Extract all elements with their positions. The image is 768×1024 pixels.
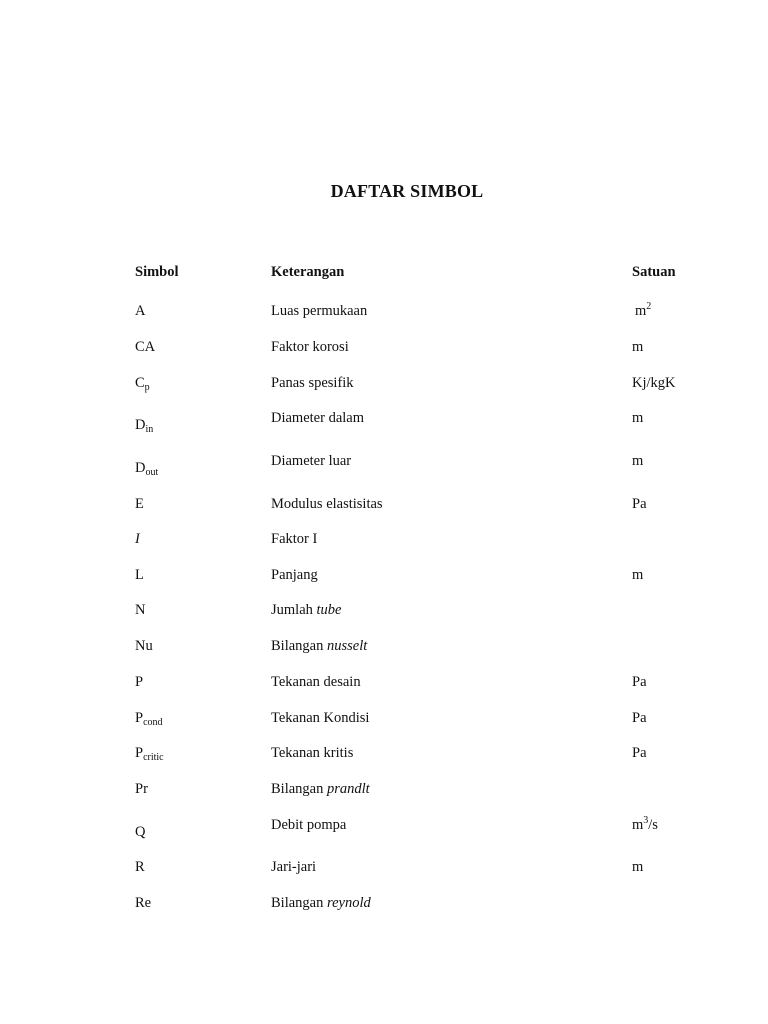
description-cell: Bilangan nusselt (271, 638, 368, 654)
description-cell: Tekanan Kondisi (271, 710, 370, 726)
symbol-cell: Pr (135, 781, 148, 797)
description-cell: Faktor korosi (271, 339, 349, 355)
unit-cell: $m^2$ (635, 301, 652, 319)
description-cell: Panjang (271, 567, 318, 583)
unit-cell: m (632, 339, 644, 355)
unit-cell: m (632, 453, 644, 469)
description-cell: Luas permukaan (271, 303, 368, 319)
symbol-cell: $C_p$ (135, 375, 150, 393)
description-cell: Diameter dalam (271, 410, 364, 426)
unit-cell: Kj/kgK (632, 375, 676, 391)
unit-cell: m (632, 410, 644, 426)
symbol-cell: A (135, 303, 146, 319)
symbol-cell: Q (135, 824, 146, 840)
header-unit: Satuan (632, 264, 676, 280)
description-cell: Bilangan prandlt (271, 781, 370, 797)
header-symbol: Simbol (135, 264, 179, 280)
unit-cell: Pa (632, 674, 647, 690)
description-cell: Tekanan desain (271, 674, 361, 690)
description-cell: Bilangan reynold (271, 895, 371, 911)
description-cell: Jumlah tube (271, 602, 342, 618)
unit-cell: Pa (632, 745, 647, 761)
description-cell: Diameter luar (271, 453, 352, 469)
symbol-cell: P (135, 674, 144, 690)
header-description: Keterangan (271, 264, 345, 280)
description-cell: Debit pompa (271, 817, 347, 833)
unit-cell: $m^3/s$ (632, 815, 658, 833)
symbol-cell: Nu (135, 638, 153, 654)
unit-cell: m (632, 567, 644, 583)
description-cell: Faktor I (271, 531, 318, 547)
unit-cell: m (632, 859, 644, 875)
symbol-cell: R (135, 859, 145, 875)
symbol-cell: Re (135, 895, 152, 911)
symbol-cell: $D_{in}$ (135, 417, 154, 435)
symbol-cell: I (135, 531, 140, 547)
unit-cell: Pa (632, 496, 647, 512)
description-cell: Panas spesifik (271, 375, 354, 391)
symbol-cell: $P_{critic}$ (135, 745, 164, 763)
symbol-cell: CA (135, 339, 156, 355)
symbol-cell: N (135, 602, 146, 618)
symbol-cell: L (135, 567, 144, 583)
description-cell: Modulus elastisitas (271, 496, 383, 512)
unit-cell: Pa (632, 710, 647, 726)
symbol-cell: $D_{out}$ (135, 460, 159, 478)
description-cell: Jari-jari (271, 859, 317, 875)
page-title: DAFTAR SIMBOL (330, 181, 484, 201)
symbol-cell: E (135, 496, 144, 512)
symbol-cell: $P_{cond}$ (135, 710, 163, 728)
description-cell: Tekanan kritis (271, 745, 354, 761)
